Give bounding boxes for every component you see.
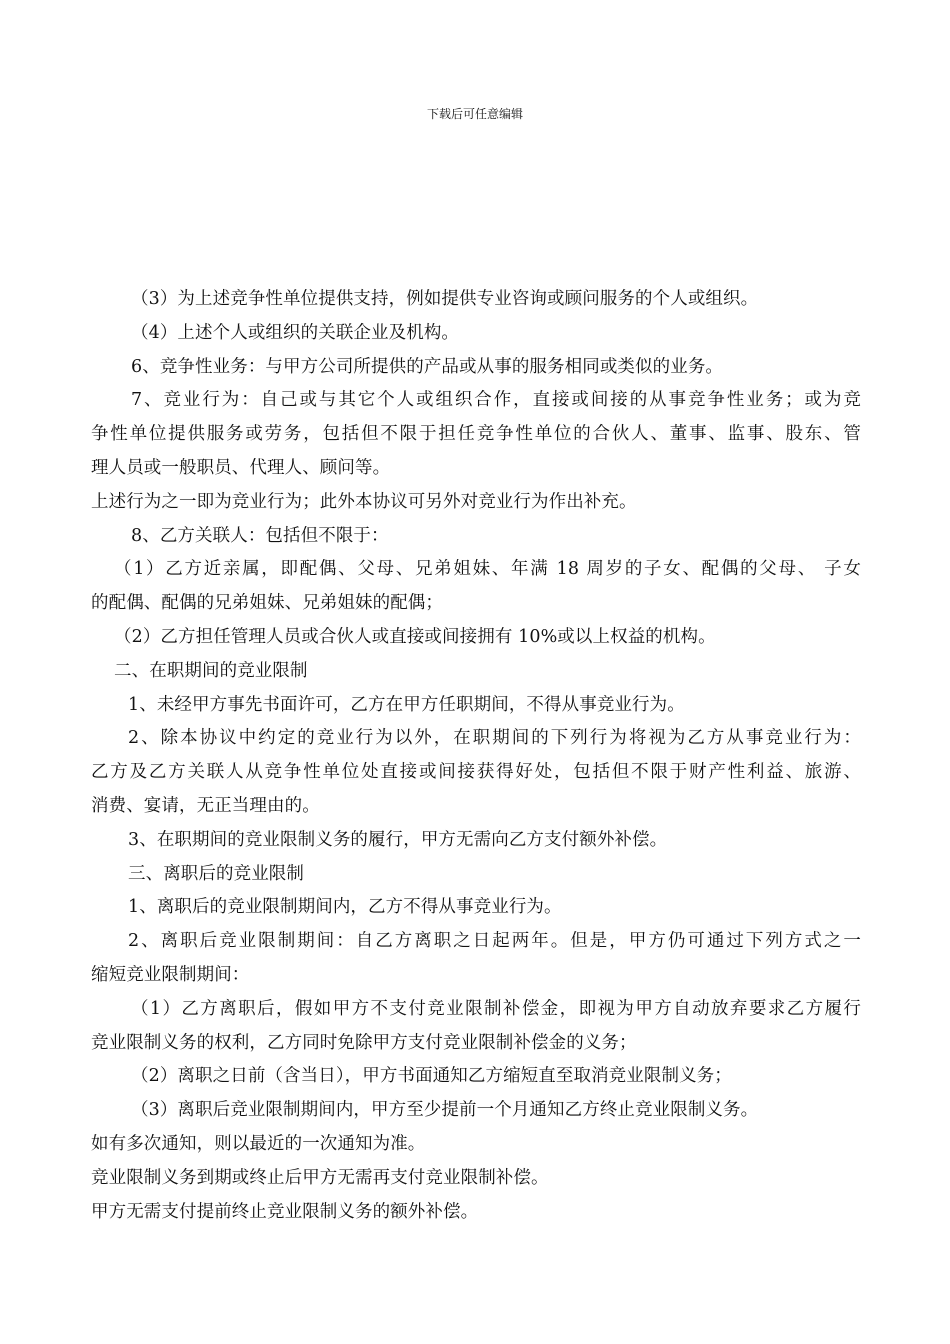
document-line: 如有多次通知，则以最近的一次通知为准。 (91, 1133, 426, 1154)
document-heading: 三、离职后的竞业限制 (128, 863, 304, 884)
document-line: （1）乙方离职后，假如甲方不支付竞业限制补偿金，即视为甲方自动放弃要求乙方履行 (131, 998, 861, 1019)
document-line: 6、竞争性业务：与甲方公司所提供的产品或从事的服务相同或类似的业务。 (131, 356, 724, 377)
document-line: 2、离职后竞业限制期间：自乙方离职之日起两年。但是，甲方仍可通过下列方式之一 (128, 931, 861, 952)
document-line: 1、离职后的竞业限制期间内，乙方不得从事竞业行为。 (128, 897, 562, 918)
document-line: 甲方无需支付提前终止竞业限制义务的额外补偿。 (91, 1201, 479, 1222)
document-line: 8、乙方关联人：包括但不限于： (131, 525, 389, 546)
document-line: 缩短竞业限制期间： (91, 964, 250, 985)
document-line: 竞业限制义务的权利，乙方同时免除甲方支付竞业限制补偿金的义务； (91, 1032, 637, 1053)
document-heading: 二、在职期间的竞业限制 (114, 660, 308, 681)
document-body (91, 283, 861, 1229)
document-line: （1）乙方近亲属，即配偶、父母、兄弟姐妹、年满 18 周岁的子女、配偶的父母、 子女 (114, 559, 861, 580)
document-line: （2）乙方担任管理人员或合伙人或直接或间接拥有 10%或以上权益的机构。 (114, 626, 716, 647)
document-line: 的配偶、配偶的兄弟姐妹、兄弟姐妹的配偶； (91, 593, 443, 614)
download-edit-note: 下载后可任意编辑 (426, 107, 523, 121)
document-line: （4）上述个人或组织的关联企业及机构。 (131, 322, 460, 343)
document-line: 乙方及乙方关联人从竞争性单位处直接或间接获得好处，包括但不限于财产性利益、旅游、 (91, 762, 861, 783)
document-line: 争性单位提供服务或劳务，包括但不限于担任竞争性单位的合伙人、董事、监事、股东、管 (91, 424, 861, 445)
document-line: 消费、宴请，无正当理由的。 (91, 795, 320, 816)
document-line: 3、在职期间的竞业限制义务的履行，甲方无需向乙方支付额外补偿。 (128, 829, 668, 850)
document-line: 2、除本协议中约定的竞业行为以外，在职期间的下列行为将视为乙方从事竞业行为： (128, 728, 861, 749)
document-line: 竞业限制义务到期或终止后甲方无需再支付竞业限制补偿。 (91, 1167, 549, 1188)
document-line: （2）离职之日前（含当日），甲方书面通知乙方缩短直至取消竞业限制义务； (131, 1066, 732, 1087)
document-line: （3）为上述竞争性单位提供支持，例如提供专业咨询或顾问服务的个人或组织。 (131, 289, 759, 309)
document-line: 理人员或一般职员、代理人、顾问等。 (91, 457, 391, 478)
document-line: 7、竞业行为：自己或与其它个人或组织合作，直接或间接的从事竞争性业务；或为竞 (131, 390, 861, 411)
document-line: 上述行为之一即为竞业行为；此外本协议可另外对竞业行为作出补充。 (91, 491, 637, 512)
document-line: （3）离职后竞业限制期间内，甲方至少提前一个月通知乙方终止竞业限制义务。 (131, 1100, 759, 1121)
document-line: 1、未经甲方事先书面许可，乙方在甲方任职期间，不得从事竞业行为。 (128, 694, 685, 715)
